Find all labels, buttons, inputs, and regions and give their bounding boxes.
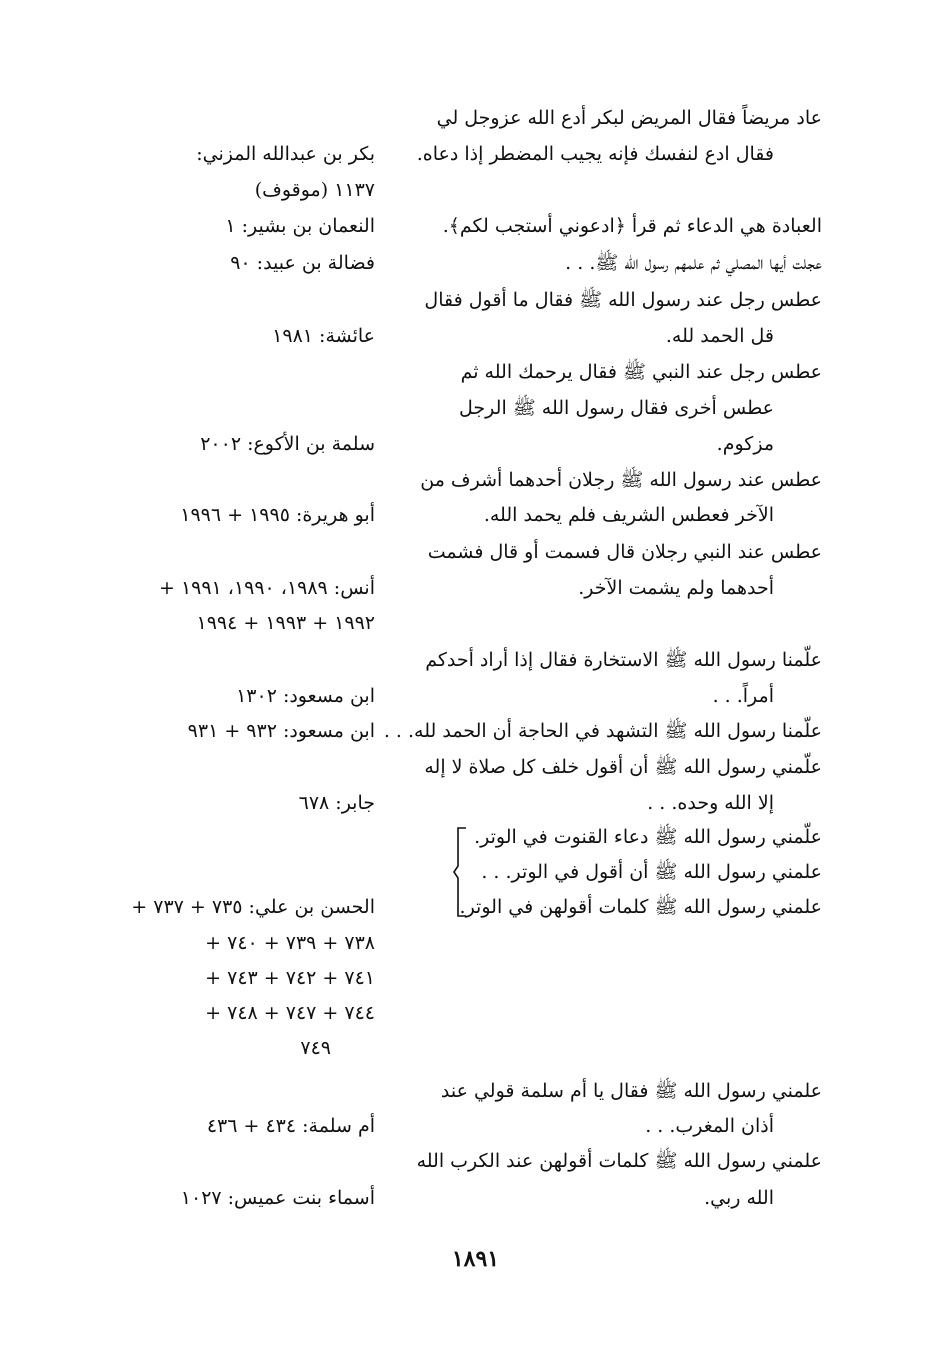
narrator-reference-line: الحسن بن علي: ٧٣٥ + ٧٣٧ + [131, 896, 375, 918]
hadith-line: العبادة هي الدعاء ثم قرأ ﴿ادعوني أستجب لكم﴾. [442, 215, 822, 237]
hadith-line: عطس أخرى فقال رسول الله ﷺ الرجل [459, 397, 774, 419]
narrator-reference-line: فضالة بن عبيد: ٩٠ [230, 252, 375, 274]
hadith-line: علمني رسول الله ﷺ أن أقول في الوتر. . . [481, 861, 822, 883]
hadith-line: الله ربي. [704, 1187, 774, 1209]
narrator-reference-line: ١١٣٧ (موقوف) [254, 179, 375, 201]
hadith-line: علّمني رسول الله ﷺ دعاء القنوت في الوتر. [474, 826, 822, 848]
narrator-reference-line: جابر: ٦٧٨ [298, 792, 375, 814]
hadith-line: عطس عند النبي رجلان قال فسمت أو قال فشمت [427, 541, 822, 563]
hadith-line: أذان المغرب. . . [645, 1115, 774, 1137]
hadith-line: عاد مريضاً فقال المريض لبكر أدع الله عزوجل لي [436, 107, 822, 129]
narrator-reference-line: النعمان بن بشير: ١ [225, 215, 375, 237]
hadith-line: أحدهما ولم يشمت الآخر. [578, 577, 774, 599]
narrator-reference-line: ابن مسعود: ٩٣٢ + ٩٣١ [187, 720, 375, 742]
narrator-reference-line: سلمة بن الأكوع: ٢٠٠٢ [200, 433, 375, 455]
hadith-line: أمراً. . . [712, 685, 774, 707]
hadith-line: علّمنا رسول الله ﷺ التشهد في الحاجة أن الحمد لله. . . [383, 720, 822, 742]
hadith-line: إلا الله وحده. . . [647, 792, 774, 814]
hadith-line: علّمني رسول الله ﷺ أن أقول خلف كل صلاة لا إله [424, 756, 822, 778]
narrator-reference-line: أسماء بنت عميس: ١٠٢٧ [180, 1187, 375, 1209]
hadith-line: عطس عند رسول الله ﷺ رجلان أحدهما أشرف من [420, 469, 822, 491]
narrator-reference-line: ٧٣٨ + ٧٣٩ + ٧٤٠ + [205, 932, 375, 954]
hadith-line: مزكوم. [716, 433, 774, 455]
hadith-line: علمني رسول الله ﷺ كلمات أقولهن في الوتر. [459, 896, 822, 918]
hadith-line: فقال ادع لنفسك فإنه يجيب المضطر إذا دعاه. [416, 143, 774, 165]
hadith-line: عجلت أيها المصلي ثم علمهم رسول الله ﷺ. . . [565, 252, 822, 274]
narrator-reference-line: ٧٤٤ + ٧٤٧ + ٧٤٨ + [205, 1002, 375, 1024]
curly-brace-icon [452, 826, 470, 918]
hadith-line: علمني رسول الله ﷺ فقال يا أم سلمة قولي عند [440, 1080, 822, 1102]
page-number: ١٨٩١ [451, 1246, 500, 1272]
hadith-line: عطس رجل عند رسول الله ﷺ فقال ما أقول فقال [424, 289, 822, 311]
narrator-reference-line: ١٩٩٢ + ١٩٩٣ + ١٩٩٤ [196, 612, 375, 634]
narrator-reference-line: أم سلمة: ٤٣٤ + ٤٣٦ [206, 1115, 375, 1137]
narrator-reference-line: بكر بن عبدالله المزني: [196, 143, 375, 165]
hadith-line: علّمنا رسول الله ﷺ الاستخارة فقال إذا أراد أحدكم [425, 649, 822, 671]
narrator-reference-line: عائشة: ١٩٨١ [272, 325, 375, 347]
hadith-line: قل الحمد لله. [665, 325, 774, 347]
hadith-line: عطس رجل عند النبي ﷺ فقال يرحمك الله ثم [460, 361, 822, 383]
narrator-reference-line: أبو هريرة: ١٩٩٥ + ١٩٩٦ [180, 504, 375, 526]
hadith-line: الآخر فعطس الشريف فلم يحمد الله. [483, 504, 774, 526]
narrator-reference-line: ابن مسعود: ١٣٠٢ [236, 685, 375, 707]
narrator-reference-line: ٧٤١ + ٧٤٢ + ٧٤٣ + [205, 967, 375, 989]
narrator-reference-line: أنس: ١٩٨٩، ١٩٩٠، ١٩٩١ + [158, 577, 375, 599]
narrator-reference-line: ٧٤٩ [300, 1037, 331, 1059]
hadith-line: علمني رسول الله ﷺ كلمات أقولهن عند الكرب الله [416, 1150, 822, 1172]
